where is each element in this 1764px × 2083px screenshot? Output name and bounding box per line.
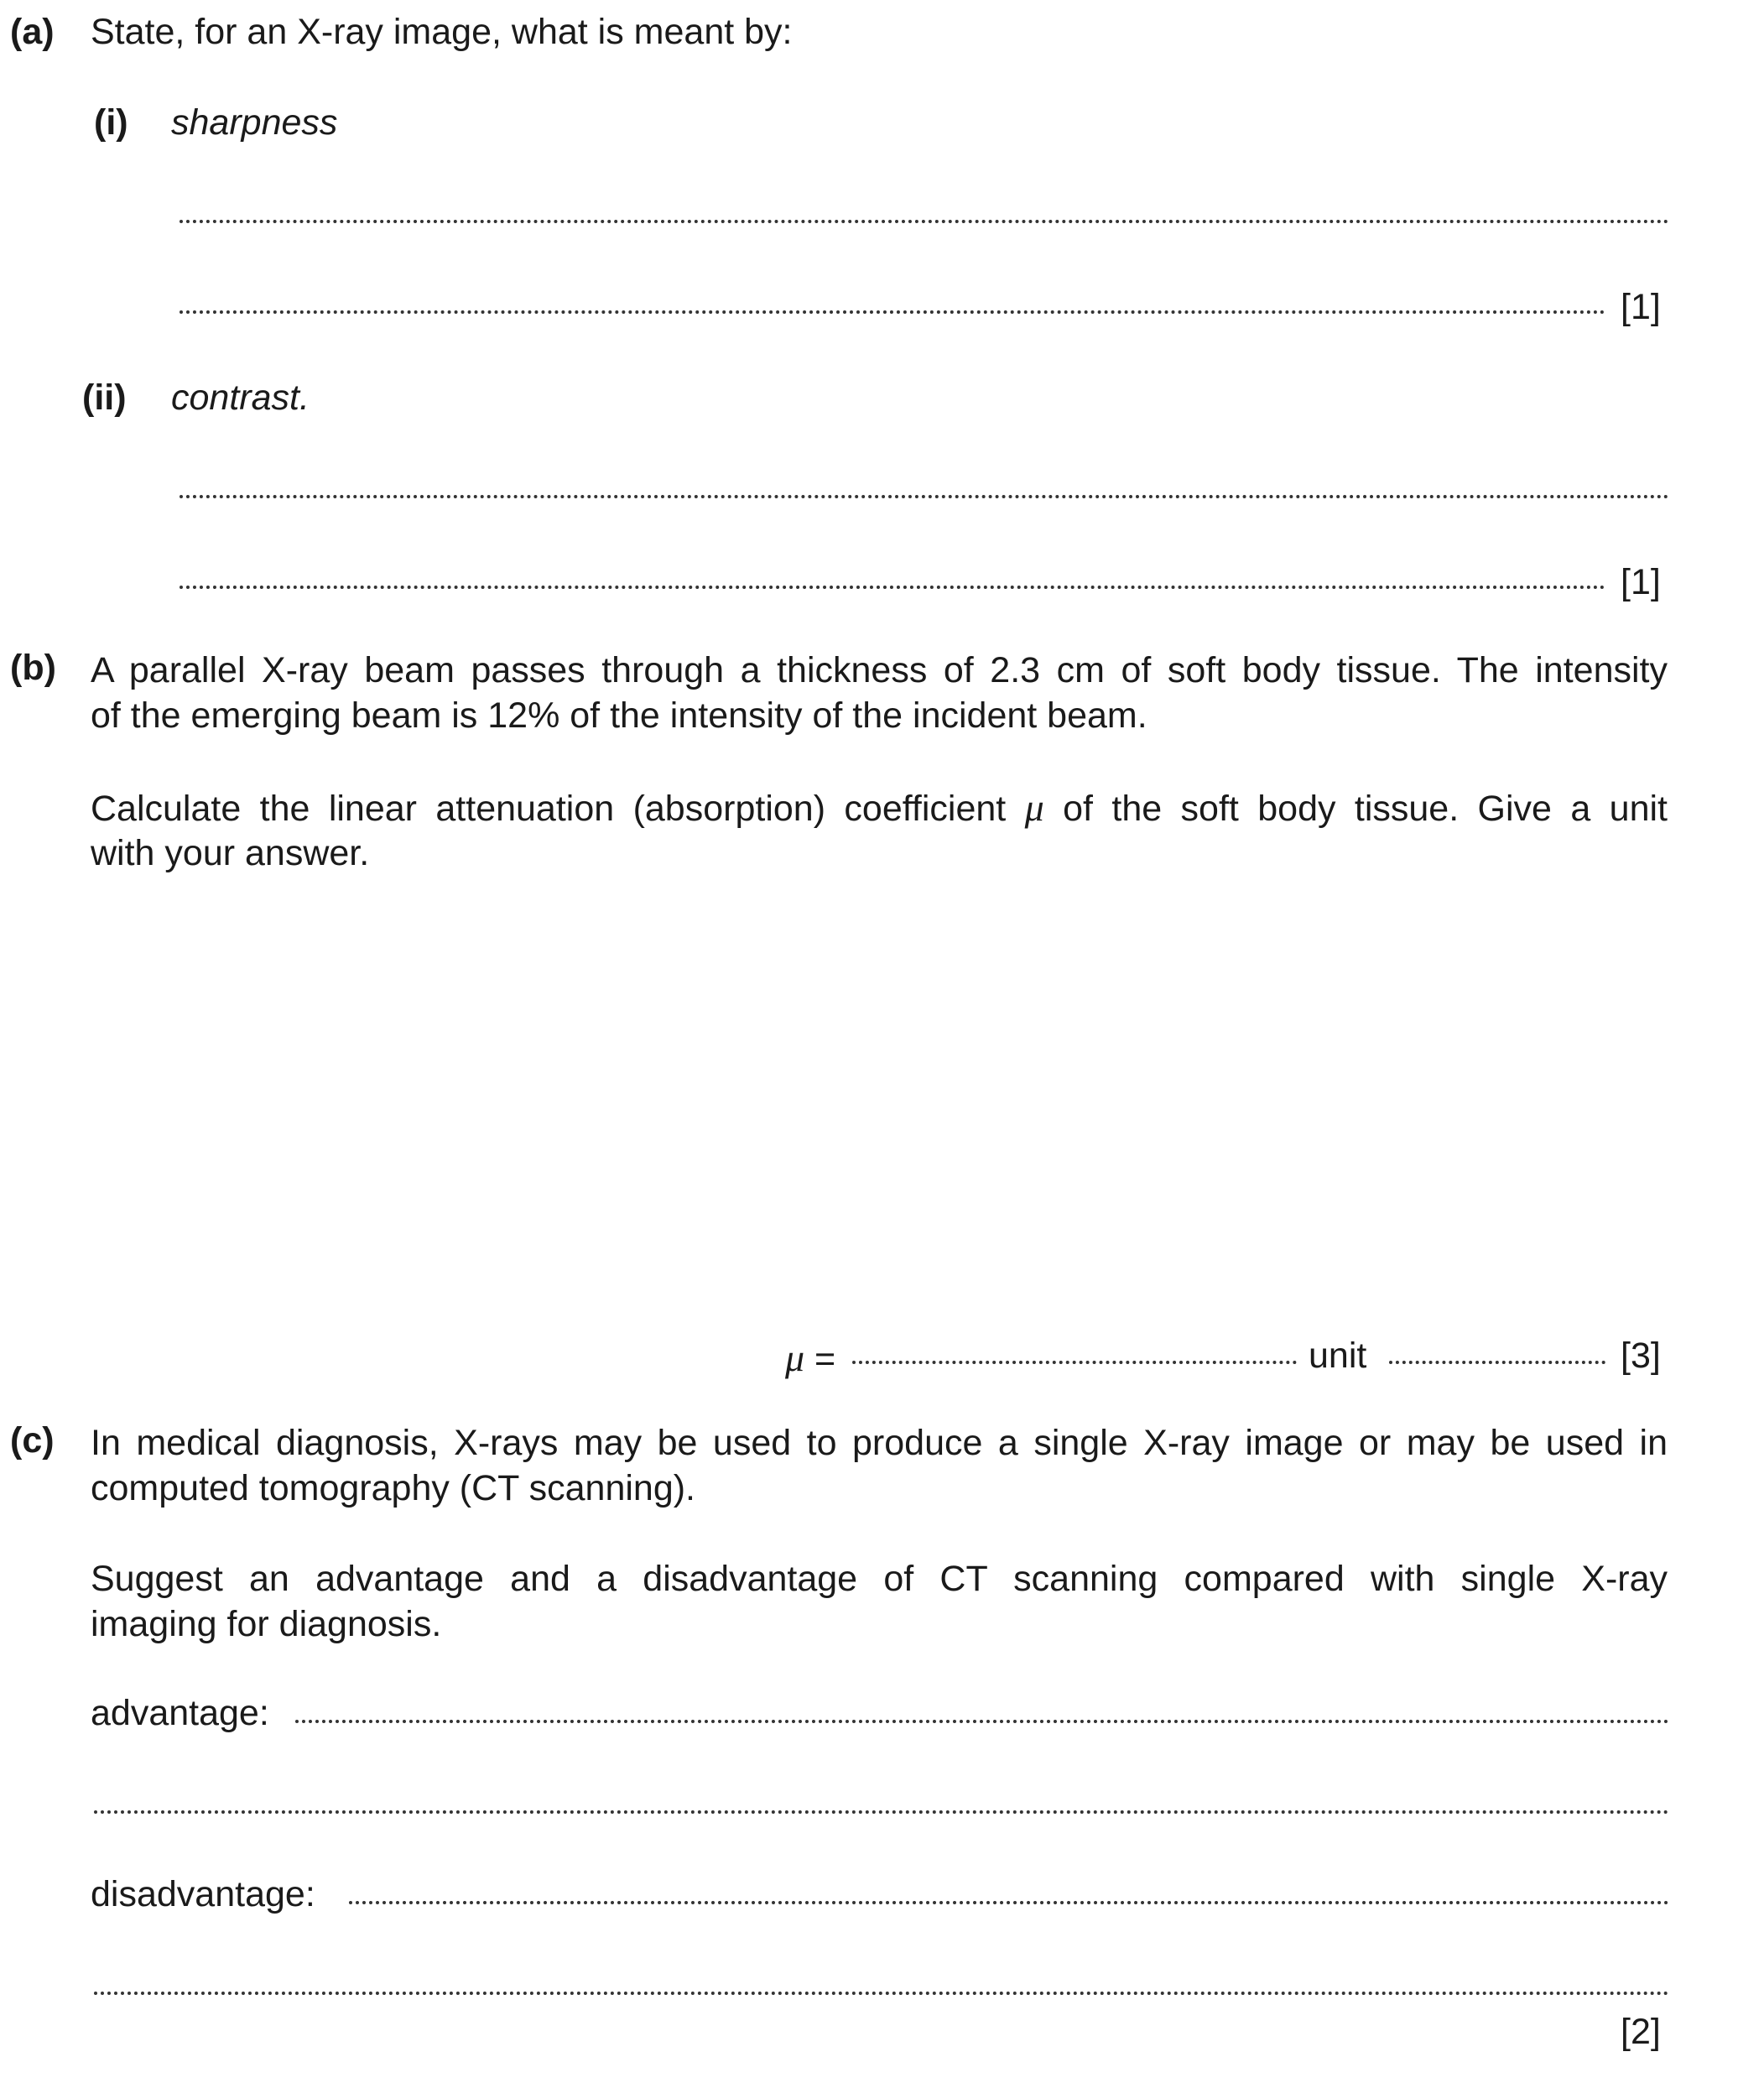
- disadvantage-label: disadvantage:: [91, 1874, 315, 1914]
- marks-i: [1]: [1621, 287, 1661, 327]
- part-b-line-3: [91, 785, 1668, 831]
- answer-equals: =: [814, 1339, 836, 1379]
- marks-ii: [1]: [1621, 562, 1661, 602]
- part-c-line-1: In medical diagnosis, X-rays may be used to produce a single X-ray image or may be used in: [91, 1423, 1668, 1463]
- sub-ii-label: (ii): [82, 378, 127, 418]
- part-a-label: (a): [10, 12, 55, 52]
- mu-answer-line[interactable]: [852, 1361, 1297, 1364]
- advantage-label: advantage:: [91, 1693, 269, 1733]
- answer-line-i-1[interactable]: [180, 220, 1669, 223]
- part-a-stem: State, for an X-ray image, what is meant by:: [91, 12, 793, 52]
- mu-symbol: μ: [1024, 786, 1044, 829]
- answer-mu-prefix: [785, 1336, 835, 1380]
- marks-b: [3]: [1621, 1336, 1661, 1376]
- sub-i-term: sharpness: [171, 102, 338, 143]
- part-b-line-1: A parallel X-ray beam passes through a thickness of 2.3 cm of soft body tissue. The intensity: [91, 650, 1668, 690]
- part-b-label: (b): [10, 648, 56, 688]
- sub-ii-term-word: contrast: [171, 378, 299, 418]
- disadvantage-line-2[interactable]: [94, 1992, 1669, 1995]
- sub-ii-term-period: .: [299, 378, 310, 418]
- sub-i-label: (i): [94, 102, 128, 143]
- sub-ii-term: [171, 378, 310, 419]
- advantage-line-1[interactable]: [295, 1720, 1669, 1723]
- part-b-line-2: of the emerging beam is 12% of the intensity of the incident beam.: [91, 695, 1147, 736]
- part-c-label: (c): [10, 1420, 55, 1461]
- part-b-line-3-post: of the soft body tissue. Give a unit: [1063, 789, 1668, 829]
- part-b-line-4: with your answer.: [91, 833, 370, 873]
- part-c-line-3: Suggest an advantage and a disadvantage of CT scanning compared with single X-ray: [91, 1559, 1668, 1599]
- advantage-line-2[interactable]: [94, 1810, 1669, 1814]
- answer-mu-symbol: μ: [785, 1336, 805, 1379]
- unit-answer-line[interactable]: [1389, 1361, 1605, 1364]
- part-c-line-2: computed tomography (CT scanning).: [91, 1468, 696, 1508]
- part-c-line-4: imaging for diagnosis.: [91, 1604, 442, 1644]
- answer-line-i-2[interactable]: [180, 310, 1605, 314]
- answer-line-ii-1[interactable]: [180, 495, 1669, 498]
- marks-c: [2]: [1621, 2012, 1661, 2052]
- answer-line-ii-2[interactable]: [180, 586, 1605, 589]
- disadvantage-line-1[interactable]: [349, 1901, 1669, 1904]
- part-b-line-3-pre: Calculate the linear attenuation (absorption) coefficient: [91, 789, 1007, 829]
- unit-label: unit: [1309, 1336, 1367, 1376]
